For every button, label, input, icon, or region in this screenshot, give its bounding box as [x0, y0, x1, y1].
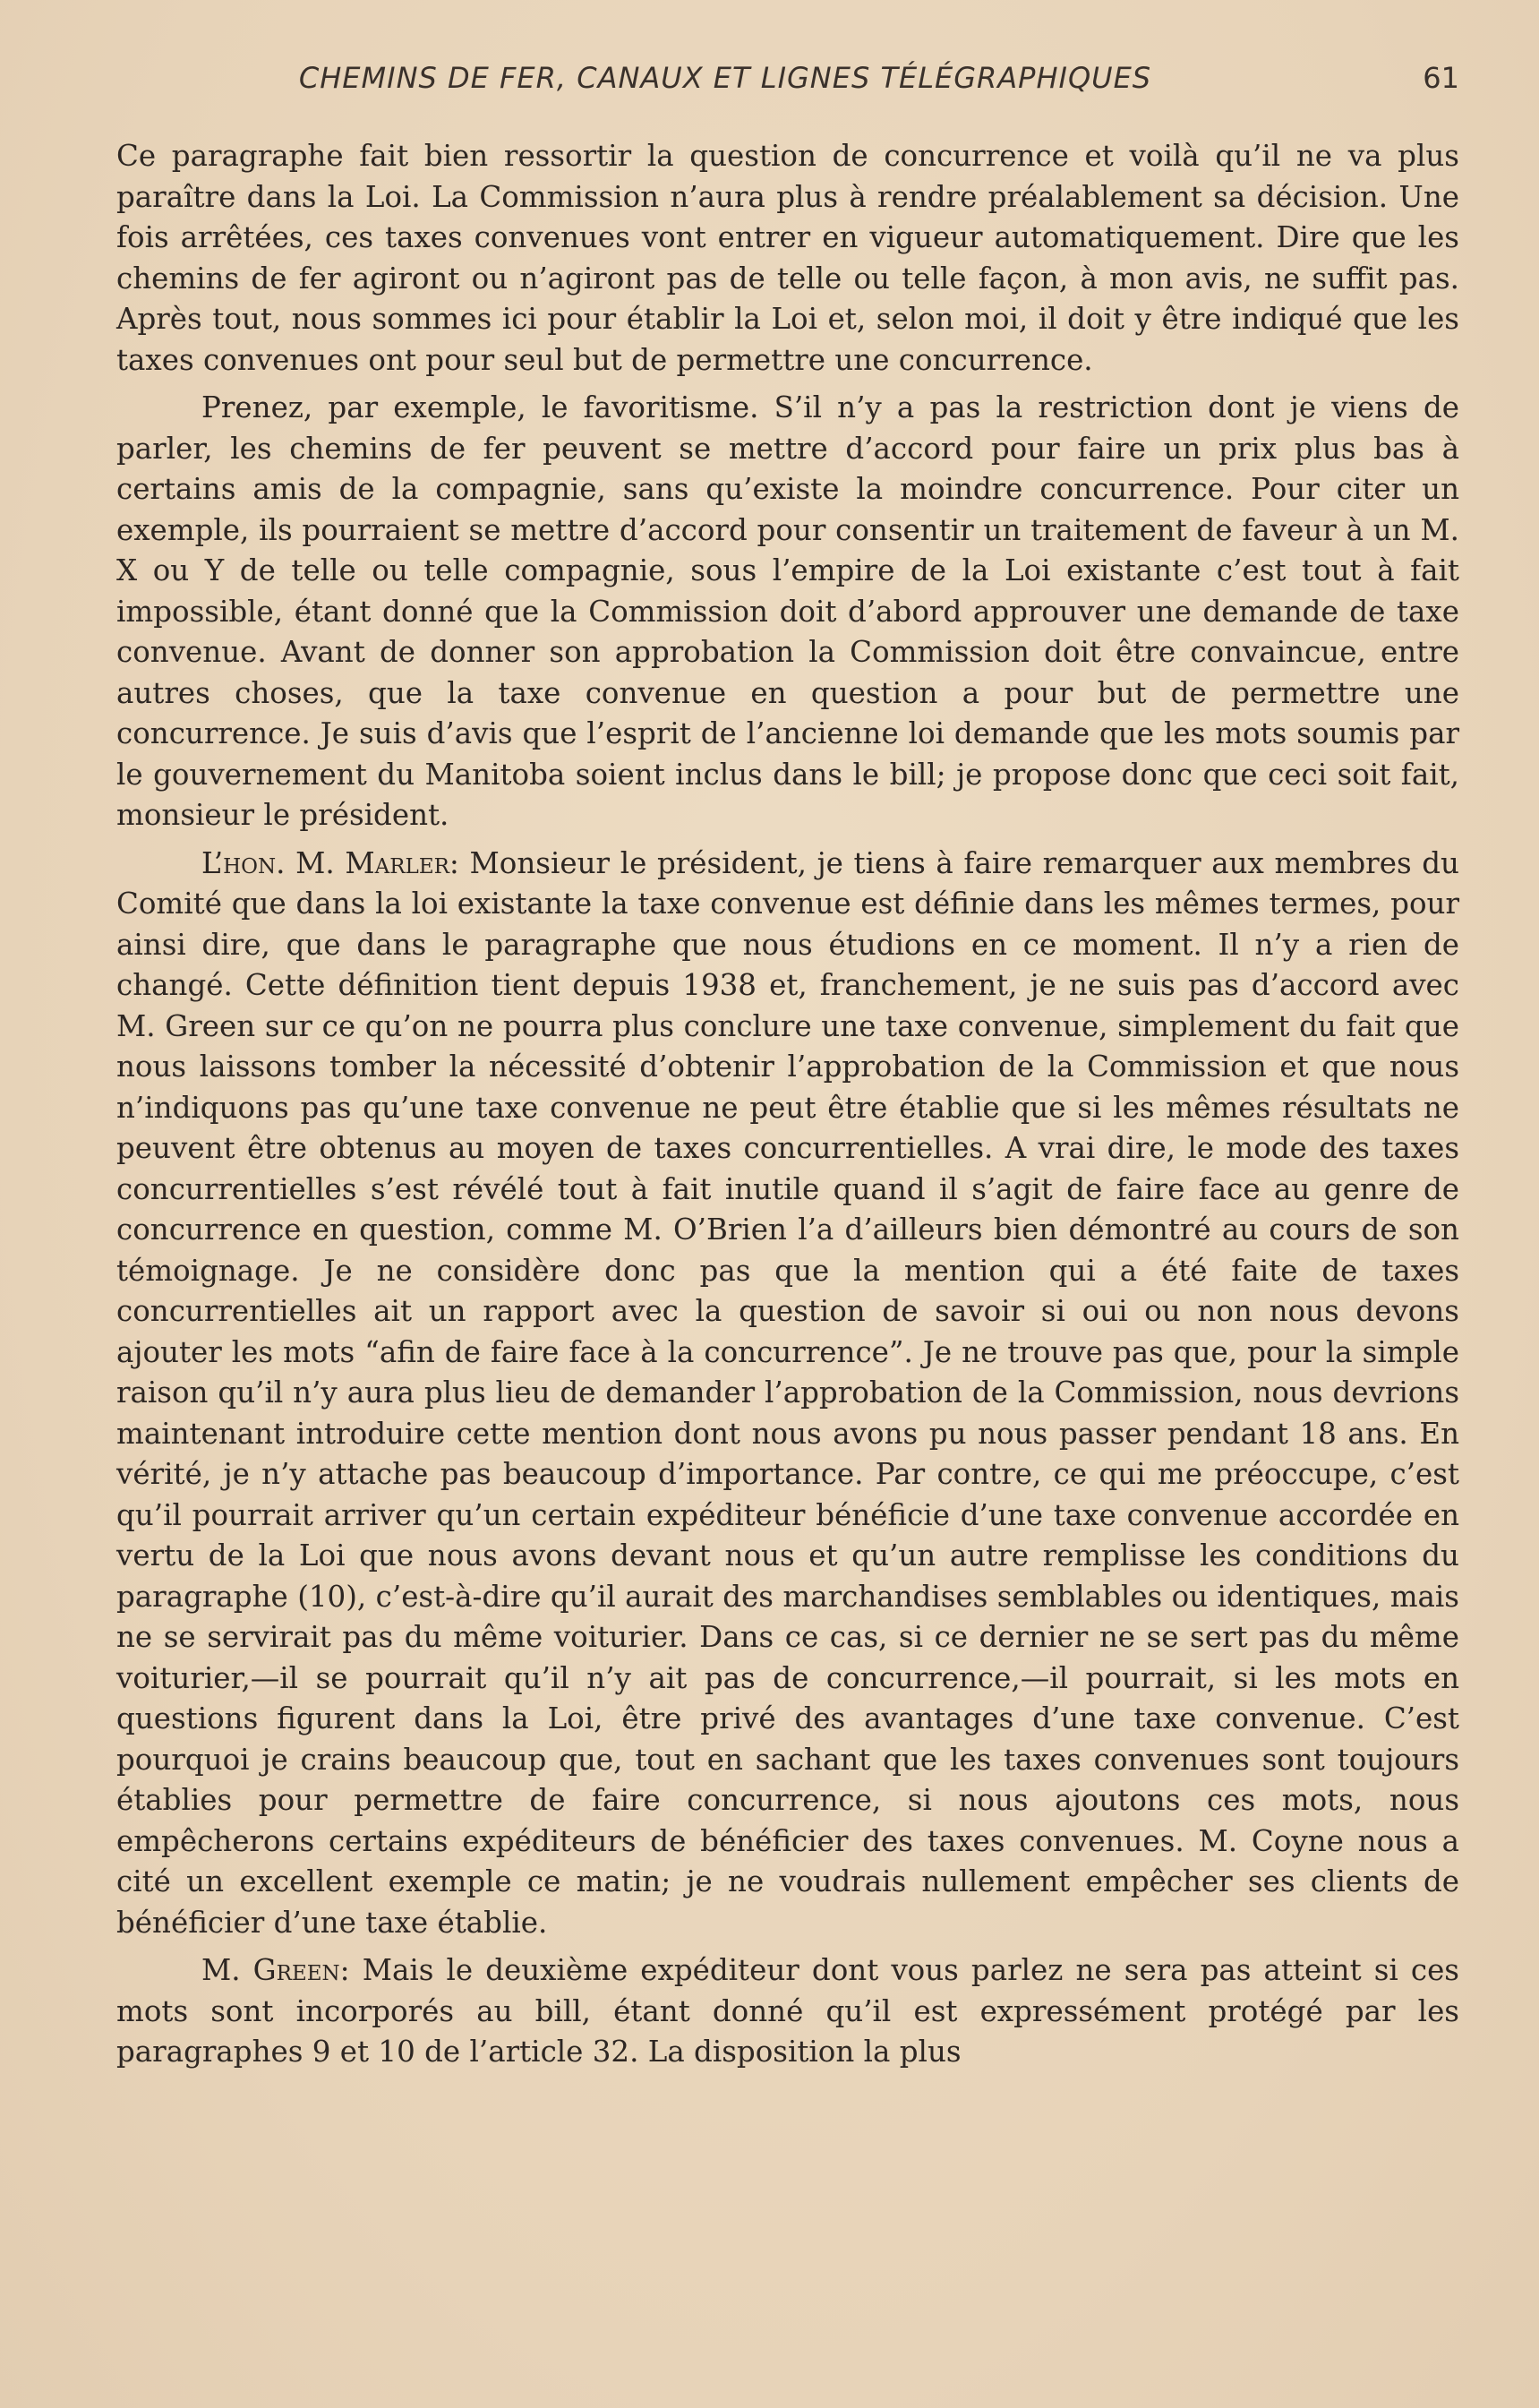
speaker-name: L’hon. M. Marler: — [201, 845, 459, 880]
running-title: CHEMINS DE FER, CANAUX ET LIGNES TÉLÉGRAPHIQUES — [298, 61, 1152, 95]
paragraph-text: Ce paragraphe fait bien ressortir la question de concurrence et voilà qu’il ne va plus paraître dans la Loi. La Commission n’aura plus à rendre préalablement sa décision. Une fois arrêtées, ces taxes convenues vont entrer en vigueur automatiquement. Dire que les chemins de fer agiront ou n’agiront pas de telle ou telle façon, à mon avis, ne suffit pas. Après tout, nous sommes ici pour établir la Loi et, selon moi, il doit y être indiqué que les taxes convenues ont pour seul but de permettre une concurrence. — [116, 139, 1459, 377]
paragraph-4 — [116, 1950, 1459, 2073]
page-number: 61 — [1423, 61, 1459, 95]
paragraph-text: Prenez, par exemple, le favoritisme. S’il n’y a pas la restriction dont je viens de parler, les chemins de fer peuvent se mettre d’accord pour faire un prix plus bas à certains amis de la compagnie, sans qu’existe la moindre concurrence. Pour citer un exemple, ils pourraient se mettre d’accord pour consentir un traitement de faveur à un M. X ou Y de telle ou telle compagnie, sous l’empire de la Loi existante c’est tout à fait impossible, étant donné que la Commission doit d’abord approuver une demande de taxe convenue. Avant de donner son approbation la Commission doit être convaincue, entre autres choses, que la taxe convenue en question a pour but de permettre une concurrence. Je suis d’avis que l’esprit de l’ancienne loi demande que les mots soumis par le gouvernement du Manitoba soient inclus dans le bill; je propose donc que ceci soit fait, monsieur le président. — [116, 390, 1459, 832]
paragraph-text: Mais le deuxième expéditeur dont vous parlez ne sera pas atteint si ces mots sont incorporés au bill, étant donné qu’il est expressément protégé par les paragraphes 9 et 10 de l’article 32. La disposition la plus — [116, 1953, 1459, 2069]
body-text — [116, 136, 1459, 2080]
paragraph-2 — [116, 388, 1459, 836]
page-header — [116, 61, 1459, 106]
paragraph-3 — [116, 844, 1459, 1944]
speaker-name: M. Green: — [201, 1953, 350, 1987]
paragraph-1 — [116, 136, 1459, 381]
paragraph-text: Monsieur le président, je tiens à faire remarquer aux membres du Comité que dans la loi existante la taxe convenue est définie dans les mêmes termes, pour ainsi dire, que dans le paragraphe que nous étudions en ce moment. Il n’y a rien de changé. Cette définition tient depuis 1938 et, franchement, je ne suis pas d’accord avec M. Green sur ce qu’on ne pourra plus conclure une taxe convenue, simplement du fait que nous laissons tomber la nécessité d’obtenir l’approbation de la Commission et que nous n’indiquons pas qu’une taxe convenue ne peut être établie que si les mêmes résultats ne peuvent être obtenus au moyen de taxes concurrentielles. A vrai dire, le mode des taxes concurrentielles s’est révélé tout à fait inutile quand il s’agit de faire face au genre de concurrence en question, comme M. O’Brien l’a d’ailleurs bien démontré au cours de son témoignage. Je ne considère donc pas que la mention qui a été faite de taxes concurrentielles ait un rapport avec la question de savoir si oui ou non nous devons ajouter les mots “afin de faire face à la concurrence”. Je ne trouve pas que, pour la simple raison qu’il n’y aura plus lieu de demander l’approbation de la Commission, nous devrions maintenant introduire cette mention dont nous avons pu nous passer pendant 18 ans. En vérité, je n’y attache pas beaucoup d’importance. Par contre, ce qui me préoccupe, c’est qu’il pourrait arriver qu’un certain expéditeur bénéficie d’une taxe convenue accordée en vertu de la Loi que nous avons devant nous et qu’un autre remplisse les conditions du paragraphe (10), c’est-à-dire qu’il aurait des marchandises semblables ou identiques, mais ne se servirait pas du même voiturier. Dans ce cas, si ce dernier ne se sert pas du même voiturier,—il se pourrait qu’il n’y ait pas de concurrence,—il pourrait, si les mots en questions figurent dans la Loi, être privé des avantages d’une taxe convenue. C’est pourquoi je crains beaucoup que, tout en sachant que les taxes convenues sont toujours établies pour permettre de faire concurrence, si nous ajoutons ces mots, nous empêcherons certains expéditeurs de bénéficier des taxes convenues. M. Coyne nous a cité un excellent exemple ce matin; je ne voudrais nullement empêcher ses clients de bénéficier d’une taxe établie. — [116, 845, 1459, 1940]
